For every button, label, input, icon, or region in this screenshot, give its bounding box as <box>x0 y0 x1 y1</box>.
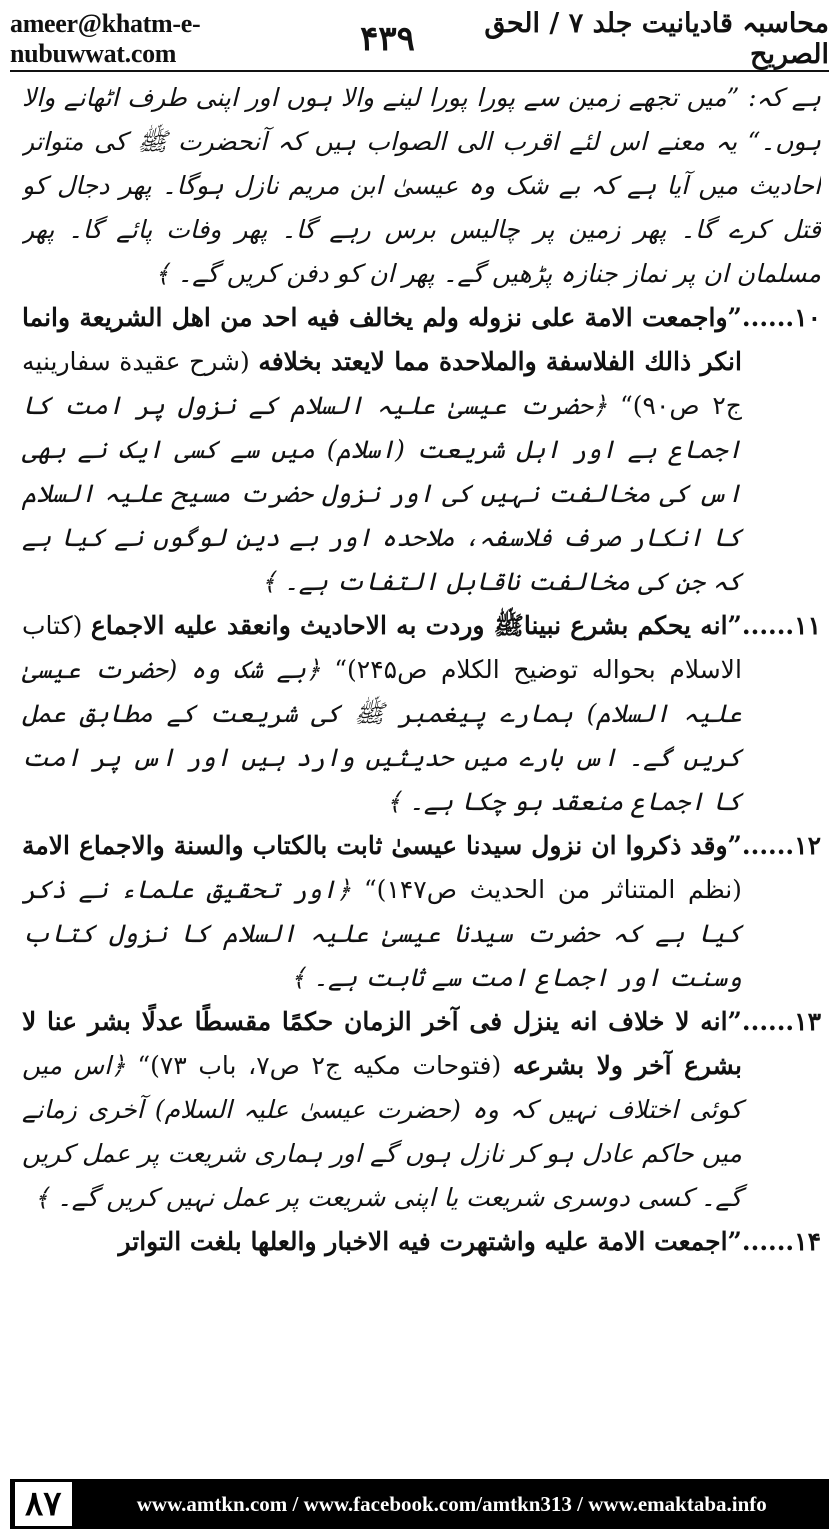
item-number: ۱۱...... <box>741 611 821 640</box>
item-urdu: ﴿بے شک وہ (حضرت عیسیٰ علیہ السلام) ہمارے پیغمبر ﷺ کی شریعت کے مطابق عمل کریں گے۔ اس بارے میں حدیثیں وارد ہیں اور اس پر امت کا اجماع منعقد ہو چکا ہے۔ ﴾ <box>22 655 742 816</box>
item-citation: (شرح عقيدة سفارينيه ج۲ ص۹۰)“ <box>22 347 742 420</box>
list-item <box>22 296 821 604</box>
list-item <box>22 604 821 824</box>
item-number: ۱۲...... <box>741 831 821 860</box>
item-arabic: ”واجمعت الامة على نزوله ولم يخالف فيه احد من اهل الشريعة وانما انكر ذالك الفلاسفة والملاحدة مما لايعتد بخلافه <box>22 303 742 376</box>
list-item <box>22 824 821 1000</box>
item-arabic: ”انه يحكم بشرع نبيناﷺ وردت به الاحاديث وانعقد عليه الاجماع <box>90 611 742 640</box>
item-urdu: ﴿حضرت عیسیٰ علیہ السلام کے نزول پر امت کا اجماع ہے اور اہل شریعت (اسلام) میں سے کسی ایک نے بھی اس کی مخالفت نہیں کی اور نزول حضرت مسیح علیہ السلام کا انکار صرف فلاسفہ، ملاحدہ اور بے دین لوگوں نے کیا ہے کہ جن کی مخالفت ناقابل التفات ہے۔ ﴾ <box>22 391 742 596</box>
item-urdu: ﴿اور تحقیق علماء نے ذکر کیا ہے کہ حضرت سیدنا عیسیٰ علیہ السلام کا نزول کتاب وسنت اور اجماع امت سے ثابت ہے۔ ﴾ <box>22 875 742 992</box>
item-arabic: ”انه لا خلاف انه ينزل فى آخر الزمان حكمًا مقسطًا عدلًا بشر عنا لا بشرع آخر ولا بشرعه <box>22 1007 742 1080</box>
page-footer <box>10 1479 829 1529</box>
item-citation: (فتوحات مكيه ج۲ ص۷، باب ۷۳)“ <box>137 1051 502 1080</box>
intro-paragraph: ہے کہ: ”میں تجھے زمین سے پورا پورا لینے والا ہوں اور اپنی طرف اٹھانے والا ہوں۔“ یہ معنے اس لئے اقرب الی الصواب ہیں کہ آنحضرت ﷺ کی متواتر احادیث میں آیا ہے کہ بے شک وہ عیسیٰ ابن مریم نازل ہوگا۔ پھر دجال کو قتل کرے گا۔ پھر زمین پر چالیس برس رہے گا۔ پھر وفات پائے گا۔ پھر مسلمان ان پر نماز جنازہ پڑھیں گے۔ پھر ان کو دفن کریں گے۔ ﴾ <box>22 83 821 288</box>
page-content <box>22 76 821 1467</box>
footer-page-number: ۸۷ <box>12 1479 75 1529</box>
list-item <box>22 1000 821 1220</box>
item-body <box>22 1220 742 1264</box>
item-arabic: ”وقد ذكروا ان نزول سيدنا عيسىٰ ثابت بالكتاب والسنة والاجماع الامة <box>22 831 742 860</box>
header-book-title: محاسبہ قادیانیت جلد ۷ / الحق الصریح <box>484 8 829 70</box>
item-body <box>22 1000 742 1220</box>
footer-links[interactable]: www.amtkn.com / www.facebook.com/amtkn313 / www.emaktaba.info <box>136 1491 767 1516</box>
list-item <box>22 1220 821 1264</box>
page-header <box>10 10 829 68</box>
item-citation: (كتاب الاسلام بحواله توضيح الكلام ص۲۴۵)“ <box>22 611 742 684</box>
item-body <box>22 604 742 824</box>
header-page-number: ۴۳۹ <box>360 19 415 59</box>
item-urdu: ﴿اس میں کوئی اختلاف نہیں کہ وہ (حضرت عیسیٰ علیہ السلام) آخری زمانے میں حاکم عادل ہو کر نازل ہوں گے اور ہماری شریعت پر عمل کریں گے۔ کسی دوسری شریعت یا اپنی شریعت پر عمل نہیں کریں گے۔ ﴾ <box>22 1051 742 1212</box>
item-body <box>22 296 742 604</box>
item-citation: (نظم المتناثر من الحديث ص۱۴۷)“ <box>363 875 742 904</box>
item-number: ۱۰...... <box>741 303 821 332</box>
item-number: ۱۴...... <box>741 1227 821 1256</box>
item-arabic: ”اجمعت الامة عليه واشتهرت فيه الاخبار والعلها بلغت التواتر <box>118 1227 742 1256</box>
header-rule <box>10 70 829 72</box>
header-left <box>10 9 415 69</box>
item-body <box>22 824 742 1000</box>
header-email[interactable]: ameer@khatm-e-nubuwwat.com <box>10 9 201 68</box>
item-number: ۱۳...... <box>741 1007 821 1036</box>
